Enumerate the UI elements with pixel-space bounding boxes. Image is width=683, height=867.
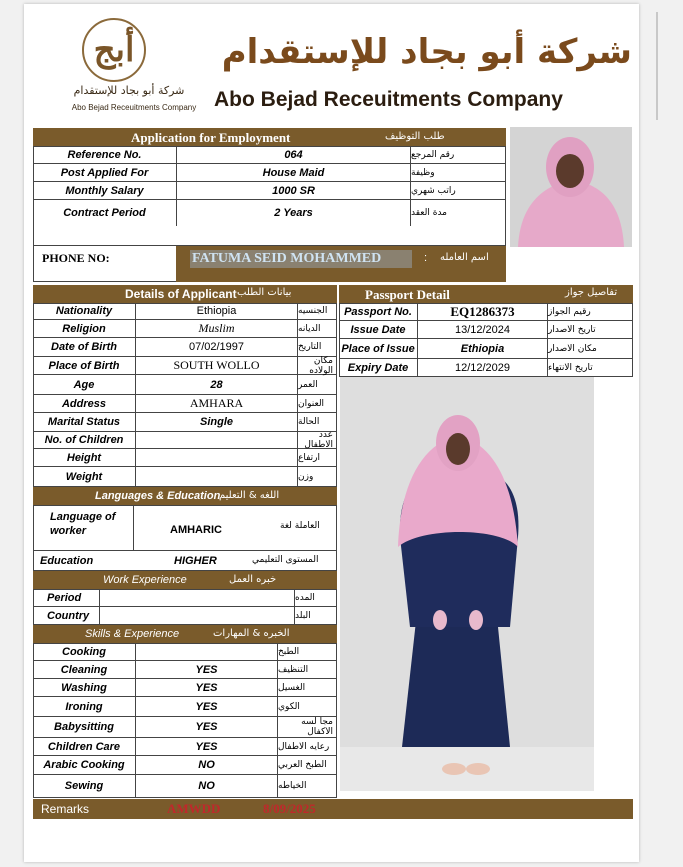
work-label: Country (47, 610, 90, 622)
details-row (33, 320, 337, 338)
worker-name: FATUMA SEID MOHAMMED (192, 251, 382, 266)
skill-label: Ironing (65, 700, 103, 713)
skill-arabic-label: الغسيل (277, 679, 337, 696)
remarks-agent: AMWDD (167, 801, 221, 816)
skill-row (33, 679, 337, 697)
remarks-date: 8/09/2025 (263, 801, 316, 816)
skill-value (135, 643, 277, 660)
details-arabic-label: الحالة (297, 413, 337, 431)
details-label: No. of Children (44, 434, 124, 446)
details-row (33, 338, 337, 357)
application-arabic-label: وظيفة (410, 164, 506, 181)
skill-row (33, 661, 337, 679)
language-value: AMHARIC (170, 524, 222, 536)
application-arabic-label: راتب شهري (410, 182, 506, 199)
skill-value: YES (135, 738, 277, 755)
details-value (135, 432, 297, 448)
details-label: Marital Status (47, 416, 121, 428)
full-body-figure (340, 377, 594, 791)
details-value: Ethiopia (135, 303, 297, 319)
work-row (33, 607, 337, 625)
passport-value: Ethiopia (417, 339, 547, 358)
application-value: 2 Years (176, 200, 410, 226)
passport-value: EQ1286373 (417, 303, 547, 320)
passport-arabic-label: رقيم الجواز (547, 303, 633, 320)
details-arabic-label: عدد الاطفال (297, 432, 337, 448)
logo-arabic-text: شركة أبو بجاد للإستقدام (73, 84, 185, 97)
applicant-portrait-photo (510, 127, 632, 247)
passport-value: 12/12/2029 (417, 359, 547, 377)
skill-row (33, 738, 337, 756)
details-label: Religion (62, 322, 106, 335)
details-label: Address (61, 397, 107, 410)
skill-arabic-label: مجا لسه الاكفال (277, 717, 337, 737)
application-arabic-label: مدة العقد (410, 200, 506, 226)
education-label: Education (40, 555, 94, 567)
language-label: Language of worker (50, 511, 116, 537)
worker-name-arabic-label: اسم العامله (440, 252, 489, 263)
passport-row (339, 303, 633, 321)
details-label: Age (73, 378, 95, 391)
skills-title-bar: Skills & Experience الخبره & المهارات (33, 625, 337, 643)
skill-row (33, 756, 337, 775)
application-label: Contract Period (63, 207, 146, 219)
details-arabic-label: مكان الولاده (297, 357, 337, 374)
details-value: Single (135, 413, 297, 431)
portrait-figure (510, 127, 632, 247)
passport-arabic-label: تاريخ الاصدار (547, 321, 633, 338)
passport-arabic-label: تاريخ الانتهاء (547, 359, 633, 377)
application-value: 1000 SR (176, 182, 410, 199)
details-row (33, 449, 337, 467)
details-label: Weight (65, 471, 103, 483)
logo-english-text: Abo Bejad Receuitments Company (71, 103, 197, 112)
name-separator: : (424, 252, 428, 264)
education-arabic-label: المستوى التعليمي (252, 555, 319, 565)
work-row (33, 589, 337, 607)
work-title-bar: Work Experience خبره العمل (33, 571, 337, 589)
details-label: Date of Birth (51, 341, 117, 353)
skill-row (33, 775, 337, 797)
skill-value: YES (135, 679, 277, 696)
details-arabic-label: الديانه (297, 320, 337, 337)
skill-value: YES (135, 661, 277, 678)
passport-row (339, 339, 633, 359)
company-title-english: Abo Bejad Receuitments Company (214, 88, 563, 111)
company-title-arabic: شركة أبو بجاد للإستقدام (221, 32, 632, 72)
details-arabic-label: العمر (297, 375, 337, 394)
skill-label: Arabic Cooking (43, 759, 125, 771)
education-value: HIGHER (174, 555, 217, 567)
details-row (33, 375, 337, 395)
work-label: Period (47, 591, 82, 604)
passport-title-bar: Passport Detail تفاصيل جواز (339, 285, 633, 303)
details-value: SOUTH WOLLO (135, 357, 297, 374)
application-arabic-label: رقم المرجع (410, 146, 506, 163)
skill-arabic-label: الطبخ (277, 643, 337, 660)
details-value (135, 449, 297, 466)
application-row (33, 200, 506, 226)
skill-label: Babysitting (54, 721, 114, 733)
details-value: 07/02/1997 (135, 338, 297, 356)
details-row (33, 395, 337, 413)
skill-label: Cooking (62, 645, 106, 658)
details-label: Place of Birth (48, 359, 120, 372)
application-row (33, 164, 506, 182)
passport-value: 13/12/2024 (417, 321, 547, 338)
passport-label: Issue Date (350, 323, 406, 336)
languages-title-bar: Languages & Education اللغه & التعليم (33, 487, 337, 505)
details-arabic-label: ارتفاع (297, 449, 337, 466)
details-value: Muslim (135, 320, 297, 337)
skill-label: Children Care (47, 740, 121, 753)
passport-label: Place of Issue (341, 342, 415, 355)
skill-arabic-label: التنظيف (277, 661, 337, 678)
skill-label: Washing (61, 681, 107, 694)
work-arabic-label: البلد (294, 607, 337, 625)
details-title-bar: Details of Applicant بيانات الطلب (33, 285, 337, 303)
skill-row (33, 717, 337, 738)
header-divider (656, 12, 658, 120)
skill-arabic-label: الخياطه (277, 775, 337, 797)
skill-label: Sewing (64, 780, 104, 792)
language-divider (133, 505, 134, 551)
details-value: 28 (135, 375, 297, 394)
language-arabic-label: العاملة لغة (280, 521, 320, 531)
details-label: Height (66, 451, 102, 464)
skill-arabic-label: الكوي (277, 697, 337, 716)
skill-value: YES (135, 697, 277, 716)
application-row (33, 182, 506, 200)
details-row (33, 432, 337, 449)
details-arabic-label: وزن (297, 467, 337, 487)
work-value (99, 589, 294, 606)
passport-row (339, 359, 633, 377)
details-arabic-label: الجنسيه (297, 303, 337, 319)
applicant-full-body-photo (340, 377, 594, 791)
details-label: Nationality (55, 305, 113, 317)
details-row (33, 357, 337, 375)
passport-label: Expiry Date (347, 362, 409, 374)
skill-arabic-label: رعايه الاطفال (277, 738, 337, 755)
passport-arabic-label: مكان الاصدار (547, 339, 633, 358)
details-value: AMHARA (135, 395, 297, 412)
company-logo: أبج (82, 18, 146, 82)
application-title-bar: Application for Employment طلب التوظيف (33, 128, 506, 146)
application-label: Monthly Salary (65, 184, 144, 197)
skill-value: YES (135, 717, 277, 737)
application-label: Post Applied For (60, 166, 149, 179)
details-arabic-label: التاريخ (297, 338, 337, 356)
remarks-bar: Remarks AMWDD 8/09/2025 (33, 799, 633, 819)
work-value (99, 607, 294, 625)
skill-row (33, 697, 337, 717)
skill-row (33, 643, 337, 661)
skill-label: Cleaning (60, 663, 108, 676)
application-value: House Maid (176, 164, 410, 181)
application-value: 064 (176, 146, 410, 163)
skill-value: NO (135, 756, 277, 774)
details-arabic-label: العنوان (297, 395, 337, 412)
details-row (33, 303, 337, 320)
details-value (135, 467, 297, 487)
skill-value: NO (135, 775, 277, 797)
passport-row (339, 321, 633, 339)
phone-label: PHONE NO: (42, 251, 110, 265)
details-row (33, 413, 337, 432)
work-arabic-label: المده (294, 589, 337, 606)
application-label: Reference No. (67, 148, 142, 161)
details-row (33, 467, 337, 487)
passport-label: Passport No. (344, 305, 412, 318)
skill-arabic-label: الطبخ العربي (277, 756, 337, 774)
application-row (33, 146, 506, 164)
